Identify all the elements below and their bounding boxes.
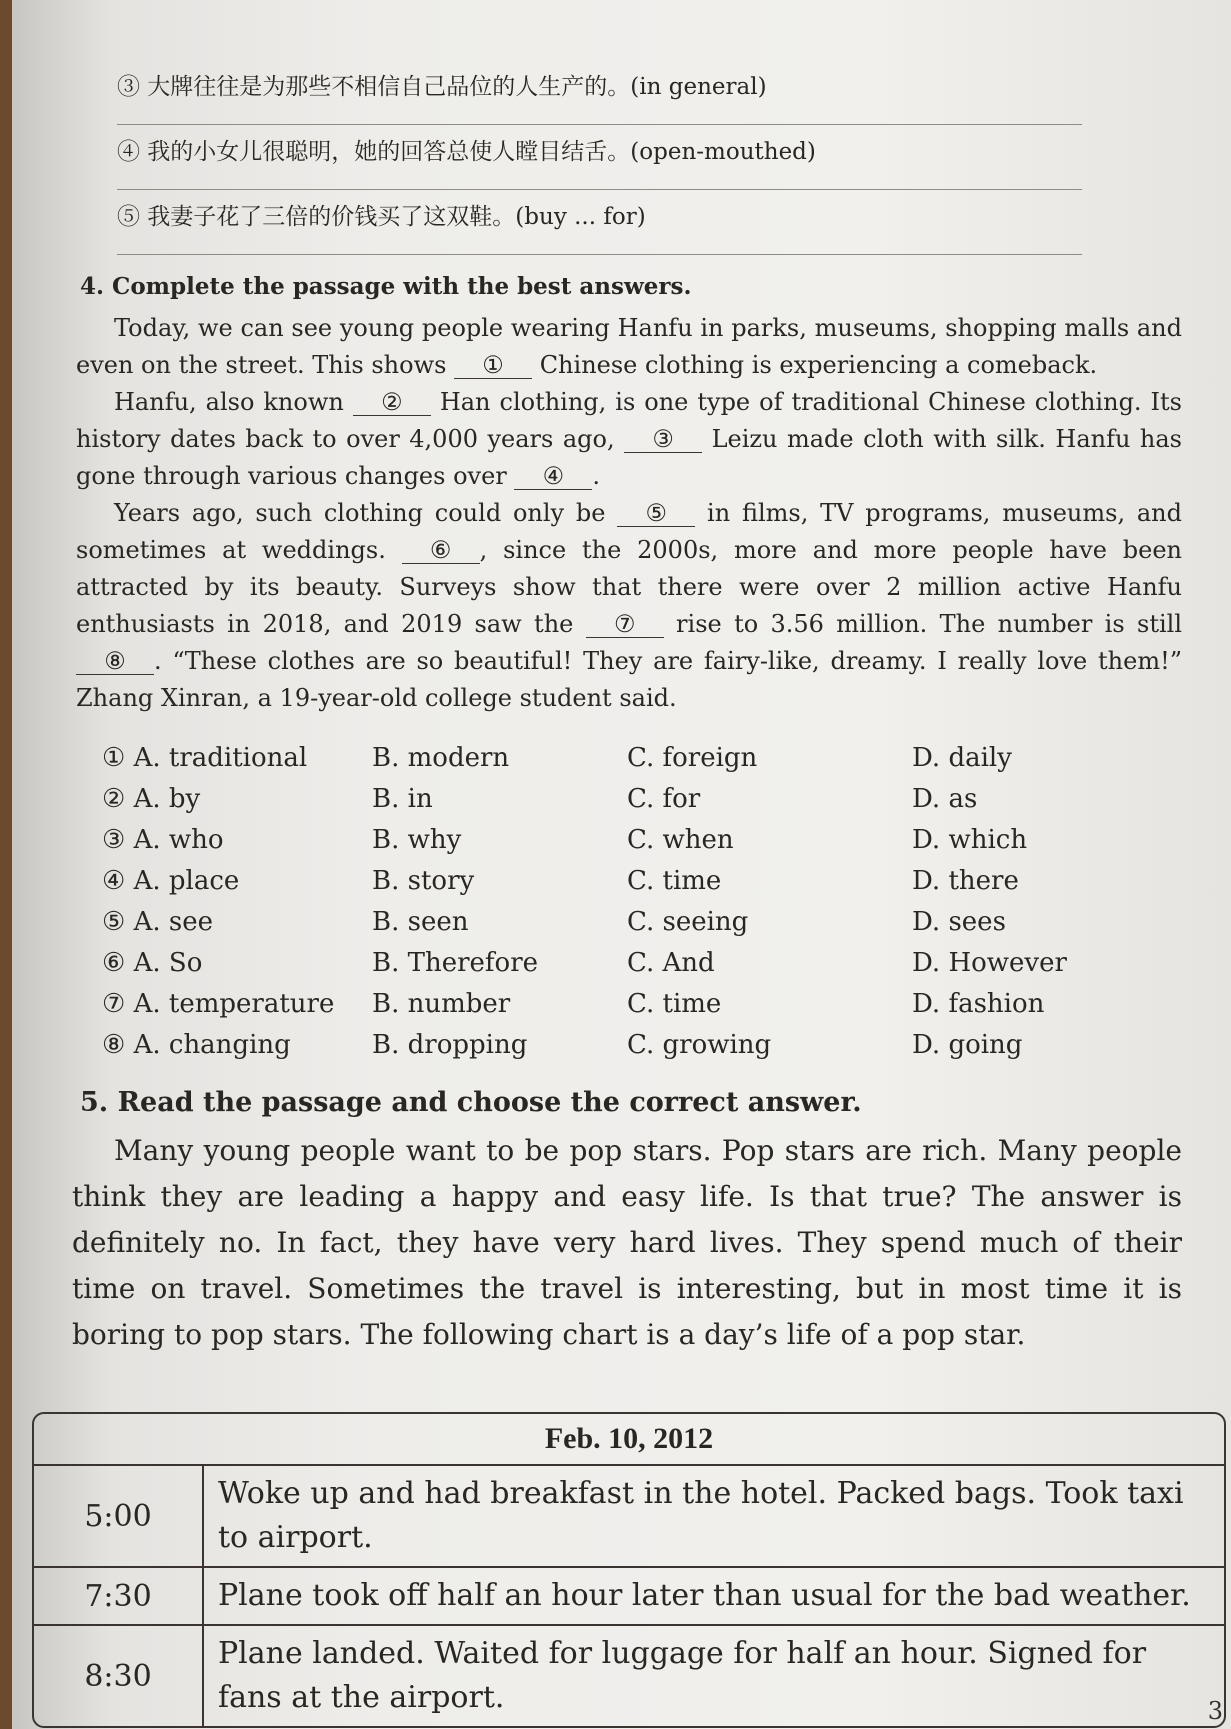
option-a: ③ A. who [102, 824, 224, 855]
option-d: D. there [912, 865, 1019, 896]
blank-8: ⑧ [76, 648, 154, 675]
option-d: D. fashion [912, 988, 1045, 1019]
option-b: B. seen [372, 906, 469, 937]
blank-4: ④ [514, 463, 592, 490]
answer-options [102, 737, 1182, 1065]
option-b: B. Therefore [372, 947, 539, 978]
option-row [102, 737, 1182, 778]
translation-prompt: ⑤ 我妻子花了三倍的价钱买了这双鞋。(buy ... for) [117, 204, 646, 230]
event-cell: Plane landed. Waited for luggage for half an hour. Signed for fans at the airport. [218, 1636, 1147, 1715]
option-b: B. why [372, 824, 462, 855]
option-c: C. time [627, 865, 722, 896]
option-c: C. time [627, 988, 722, 1019]
blank-3: ③ [624, 426, 702, 453]
option-row [102, 983, 1182, 1024]
textbook-page [12, 0, 1231, 1729]
blank-7: ⑦ [586, 611, 664, 638]
option-c: C. growing [627, 1029, 772, 1060]
paragraph-1 [76, 310, 1182, 384]
option-a: ⑧ A. changing [102, 1029, 291, 1060]
page-content [72, 60, 1182, 1358]
blank-6: ⑥ [402, 537, 480, 564]
option-d: D. However [912, 947, 1067, 978]
text: Today, we can see young people wearing Hanfu in parks, museums, shopping malls and even on the street. This shows [76, 314, 1182, 379]
option-d: D. as [912, 783, 978, 814]
blank-5: ⑤ [617, 500, 695, 527]
option-d: D. sees [912, 906, 1006, 937]
text: , since the 2000s, more and more people have been attracted by its beauty. Surveys show that there were over 2 million active Hanfu enthusiasts in 2018, and 2019 saw the [76, 536, 1182, 638]
text: . “These clothes are so beautiful! They are fairy-like, dreamy. I really love them!” Zhang Xinran, a 19-year-old college student said. [76, 647, 1182, 712]
table-row [34, 1466, 1224, 1568]
translation-item [117, 60, 1082, 125]
option-b: B. dropping [372, 1029, 528, 1060]
text: . [592, 462, 601, 490]
option-a: ① A. traditional [102, 742, 308, 773]
text: Years ago, such clothing could only be [114, 499, 618, 527]
option-b: B. in [372, 783, 433, 814]
table-row [34, 1568, 1224, 1626]
option-row [102, 778, 1182, 819]
option-row [102, 942, 1182, 983]
blank-2: ② [353, 389, 431, 416]
option-a: ⑦ A. temperature [102, 988, 335, 1019]
option-a: ⑤ A. see [102, 906, 213, 937]
option-a: ② A. by [102, 783, 201, 814]
option-row [102, 860, 1182, 901]
option-c: C. for [627, 783, 701, 814]
time-cell: 8:30 [34, 1626, 204, 1726]
table-row [34, 1626, 1224, 1726]
translation-exercises [117, 60, 1182, 255]
text: in films, TV programs, museums, and sometimes at weddings. [76, 499, 1183, 564]
option-c: C. And [627, 947, 715, 978]
paragraph-2 [76, 384, 1182, 495]
option-b: B. number [372, 988, 511, 1019]
section-4-title: 4. Complete the passage with the best answers. [80, 273, 692, 300]
text: Chinese clothing is experiencing a comeback. [532, 351, 1098, 379]
option-c: C. when [627, 824, 734, 855]
option-d: D. daily [912, 742, 1012, 773]
time-cell: 5:00 [34, 1466, 204, 1566]
pop-star-schedule-table [32, 1412, 1226, 1728]
paragraph-3 [76, 495, 1182, 717]
option-a: ④ A. place [102, 865, 240, 896]
option-b: B. story [372, 865, 475, 896]
event-cell: Woke up and had breakfast in the hotel. Packed bags. Took taxi to airport. [218, 1476, 1184, 1555]
page-number: 3 [1207, 1697, 1223, 1725]
table-date-header: Feb. 10, 2012 [34, 1414, 1224, 1466]
paragraph: Many young people want to be pop stars. Pop stars are rich. Many people think they are leading a happy and easy life. Is that true? The answer is definitely no. In fact, they have very hard lives. They spend much of their time on travel. Sometimes the travel is interesting, but in most time it is boring to pop stars. The following chart is a day’s life of a pop star. [72, 1134, 1182, 1351]
section-5-passage [72, 1128, 1182, 1358]
option-c: C. foreign [627, 742, 758, 773]
event-cell: Plane took off half an hour later than usual for the bad weather. [218, 1578, 1191, 1613]
text: rise to 3.56 million. The number is still [663, 610, 1183, 638]
time-cell: 7:30 [34, 1568, 204, 1624]
blank-1: ① [454, 352, 532, 379]
translation-item [117, 125, 1082, 190]
section-4-passage [72, 310, 1182, 717]
option-c: C. seeing [627, 906, 749, 937]
option-b: B. modern [372, 742, 510, 773]
option-row [102, 1024, 1182, 1065]
text: Hanfu, also known [114, 388, 353, 416]
translation-prompt: ③ 大牌往往是为那些不相信自己品位的人生产的。(in general) [117, 74, 767, 100]
text: Leizu made cloth with silk. Hanfu has gone through various changes over [76, 425, 1182, 490]
translation-prompt: ④ 我的小女儿很聪明，她的回答总使人瞠目结舌。(open-mouthed) [117, 139, 816, 165]
translation-item [117, 190, 1082, 255]
option-d: D. which [912, 824, 1028, 855]
text: Han clothing, is one type of traditional Chinese clothing. Its history dates back to over 4,000 years ago, [76, 388, 1182, 453]
option-row [102, 819, 1182, 860]
option-d: D. going [912, 1029, 1023, 1060]
section-5-title: 5. Read the passage and choose the correct answer. [80, 1087, 862, 1118]
option-row [102, 901, 1182, 942]
option-a: ⑥ A. So [102, 947, 203, 978]
